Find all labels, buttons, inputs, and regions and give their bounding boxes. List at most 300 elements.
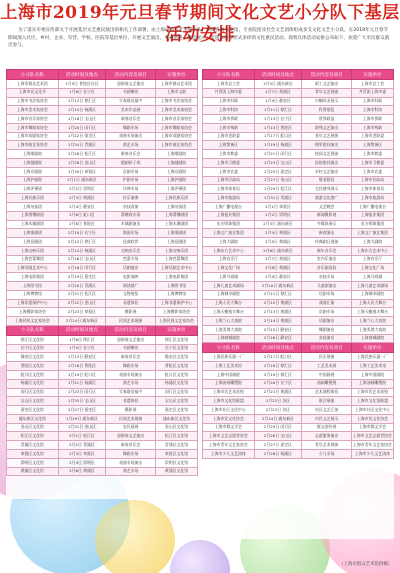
- table-row: [7, 150, 198, 159]
- table-cell: 老年文艺展演: [302, 132, 352, 141]
- table-cell: 上海天蟾逸夫舞台: [203, 308, 255, 317]
- table-cell: 上海东方艺术中心: [203, 246, 255, 255]
- table-cell: 1月15日 杨浦区: [58, 106, 106, 115]
- table-cell: 1月19日 杨浦区: [254, 141, 302, 150]
- table-cell: 民乐展演: [302, 353, 352, 362]
- table-cell: 上海非遗保护中心: [155, 299, 197, 308]
- table-cell: 曲艺专场: [106, 467, 156, 476]
- table-cell: 上海文化广场: [203, 264, 255, 273]
- table-cell: 2月4日 静安区: [58, 202, 106, 211]
- table-cell: 上海杂技团: [155, 202, 197, 211]
- table-cell: 新闻摄影展: [302, 211, 352, 220]
- table-cell: 上海市群文学会: [203, 423, 255, 432]
- table-cell: 话剧专场: [302, 290, 352, 299]
- table-cell: 越剧折子戏: [106, 159, 156, 168]
- table-cell: 上海市少儿文艺团体: [351, 450, 393, 459]
- column-header: 活动时间及地点: [254, 343, 302, 353]
- table-cell: 杨浦区文化馆: [155, 379, 197, 388]
- table-cell: 上海评弹团: [155, 185, 197, 194]
- table-cell: 上海商城剧院: [351, 334, 393, 343]
- table-cell: 联合展演: [302, 397, 352, 406]
- table-header-row: [203, 343, 394, 353]
- table-cell: 2月23日 奉贤区: [58, 308, 106, 317]
- table-row: [203, 194, 394, 203]
- table-row: [7, 273, 198, 282]
- table-row: [203, 371, 394, 380]
- table-cell: 淮剧专场: [106, 229, 156, 238]
- table-cell: 书画赠送: [106, 88, 156, 97]
- table-cell: 上海市民文化节: [7, 88, 59, 97]
- table-row: [203, 88, 394, 97]
- column-header: 实施单位: [155, 325, 197, 335]
- table-cell: 长宁区文化馆: [155, 344, 197, 353]
- table-cell: 上海博物馆: [7, 290, 59, 299]
- table-cell: 2月8日 普陀区: [58, 220, 106, 229]
- table-cell: 迎新春文艺演出: [106, 432, 156, 441]
- table-row: [7, 458, 198, 467]
- table-cell: 杂技专场: [302, 273, 352, 282]
- table-cell: 上海图书馆: [7, 281, 59, 290]
- table-row: [7, 132, 198, 141]
- table-cell: 徐汇区文化馆: [7, 335, 59, 344]
- table-cell: 上海歌剧院: [155, 150, 197, 159]
- table-cell: 崇明区文化馆: [7, 458, 59, 467]
- table-cell: 上海市社区文化中心: [351, 406, 393, 415]
- column-header: 活动内容及项目: [302, 70, 352, 80]
- table-cell: 黄浦区文化馆: [7, 467, 59, 476]
- column-header: 实施单位: [351, 70, 393, 80]
- table-cell: 上海滑稽剧团: [7, 211, 59, 220]
- table-cell: 上海市农委: [203, 167, 255, 176]
- page-title: 上海市2019年元旦春节期间文化文艺小分队下基层活动安排: [0, 3, 400, 45]
- table-row: [203, 132, 394, 141]
- table-cell: 上海市科协: [203, 106, 255, 115]
- table-cell: 上海话剧艺术中心: [155, 264, 197, 273]
- table-row: [203, 255, 394, 264]
- table-header-row: [203, 70, 394, 80]
- table-cell: 上海市群文学会: [351, 423, 393, 432]
- table-cell: 1月18日 宝山区: [58, 115, 106, 124]
- table-cell: 2月19日 嘉定区: [58, 273, 106, 282]
- table-cell: 奉贤区文化馆: [7, 450, 59, 459]
- table-cell: 新春音乐会: [106, 150, 156, 159]
- table-cell: 科普展览: [302, 106, 352, 115]
- table-cell: 2月18日 闵行区: [58, 264, 106, 273]
- table-cell: 上海木偶剧团: [155, 220, 197, 229]
- table-cell: 2月17日 虹口区: [254, 353, 302, 362]
- table-header-row: [7, 70, 198, 80]
- table-cell: 新春音乐会: [106, 441, 156, 450]
- table-cell: 音乐剧选段: [302, 264, 352, 273]
- table-cell: 上海淮剧团: [155, 229, 197, 238]
- column-header: 活动时间及地点: [254, 70, 302, 80]
- table-cell: 2月20日 青浦区: [58, 281, 106, 290]
- column-header: 小分队名称: [7, 325, 59, 335]
- table-row: [203, 115, 394, 124]
- table-row: [203, 97, 394, 106]
- table-row: [7, 281, 198, 290]
- table-cell: 上海中国画院: [351, 371, 393, 380]
- table-cell: 嘉定区文化馆: [7, 406, 59, 415]
- table-cell: 上海市总工会: [351, 80, 393, 89]
- table-cell: 上海儿童艺术剧场: [203, 281, 255, 290]
- table-cell: 曲艺专场: [106, 141, 156, 150]
- table-cell: 上海东方艺术中心: [351, 246, 393, 255]
- table-cell: 松江区文化馆: [155, 432, 197, 441]
- table-cell: 上海芭蕾舞团: [155, 255, 197, 264]
- table-cell: 上海民族乐团: [155, 194, 197, 203]
- table-cell: 1月25日 宝山区: [58, 397, 106, 406]
- table-cell: 上海市体育局: [203, 185, 255, 194]
- table-cell: 上海市农委: [351, 167, 393, 176]
- table-cell: 2月14日 黄浦区: [254, 317, 302, 326]
- table-cell: 共青团上海市委: [203, 88, 255, 97]
- table-cell: 上海市民文化协会: [351, 414, 393, 423]
- table-row: [7, 123, 198, 132]
- table-cell: 上海电影集团: [155, 273, 197, 282]
- table-row: [203, 423, 394, 432]
- table-cell: 上海电影集团: [7, 273, 59, 282]
- table-cell: 新春音乐会: [106, 353, 156, 362]
- table-cell: 上海市美术家协会: [7, 106, 59, 115]
- table-row: [7, 344, 198, 353]
- table-row: [7, 450, 198, 459]
- table-cell: 上海市民艺术夜校: [203, 388, 255, 397]
- table-cell: 1月9日 静安区: [254, 97, 302, 106]
- table-cell: 上海中国画院: [203, 371, 255, 380]
- table-cell: 医院慰问演出: [302, 159, 352, 168]
- table-cell: 上海市旅游局: [351, 194, 393, 203]
- table-row: [203, 397, 394, 406]
- table-cell: 全民健身展示: [302, 185, 352, 194]
- table-cell: 2月18日 徐汇区: [254, 362, 302, 371]
- table-cell: 1月27日 金山区: [254, 176, 302, 185]
- table-cell: 上海警备区: [351, 141, 393, 150]
- column-header: 活动内容及项目: [106, 70, 156, 80]
- table-cell: 2月4日 黄浦区: [254, 229, 302, 238]
- table-cell: 上海市戏剧家协会: [7, 132, 59, 141]
- table-cell: 普陀区文化馆: [7, 362, 59, 371]
- table-cell: 上海市卫健委: [203, 159, 255, 168]
- table-cell: 上海工艺美术馆: [203, 362, 255, 371]
- table-cell: 上海人民大舞台: [203, 299, 255, 308]
- table-cell: 美术作品展: [106, 106, 156, 115]
- table-row: [203, 220, 394, 229]
- table-cell: 非遗体验: [106, 299, 156, 308]
- table-cell: 经典剧目展演: [302, 238, 352, 247]
- table-cell: 乡村文艺演出: [302, 167, 352, 176]
- table-cell: 上海马戏城: [203, 273, 255, 282]
- table-row: [203, 159, 394, 168]
- table-cell: 杨浦区文化馆: [7, 379, 59, 388]
- table-cell: 上海市音乐家协会: [155, 115, 197, 124]
- table-cell: 上海市社区文化中心: [203, 406, 255, 415]
- left-schedule-table: [6, 69, 198, 499]
- table-cell: 职工文艺演出: [302, 80, 352, 89]
- column-header: 活动时间及地点: [58, 325, 106, 335]
- table-cell: 青年艺术展演: [302, 441, 352, 450]
- table-cell: 上海市戏剧家协会: [155, 132, 197, 141]
- table-cell: 1月28日 金山区: [58, 159, 106, 168]
- table-row: [7, 185, 198, 194]
- table-cell: 芭蕾专场: [106, 255, 156, 264]
- table-cell: 多媒体展示: [302, 220, 352, 229]
- table-cell: 上海歌剧院: [7, 150, 59, 159]
- table-cell: 上海报业集团: [351, 211, 393, 220]
- table-row: [203, 176, 394, 185]
- table-cell: 上海市卫健委: [351, 159, 393, 168]
- table-cell: 1月20日 闵行区: [58, 123, 106, 132]
- table-cell: 农民画展: [106, 423, 156, 432]
- table-cell: 摄影展: [106, 308, 156, 317]
- column-header: 实施单位: [351, 343, 393, 353]
- table-cell: 舞剧演出: [302, 325, 352, 334]
- table-cell: 1月12日 徐汇区: [58, 97, 106, 106]
- table-cell: 戏曲专场演出: [106, 458, 156, 467]
- table-cell: 上海市少儿文艺团体: [203, 450, 255, 459]
- decorative-bubble: [170, 540, 230, 573]
- table-row: [7, 80, 198, 89]
- table-cell: 杂技表演: [106, 202, 156, 211]
- table-cell: 写春联送福字: [106, 97, 156, 106]
- table-cell: 上海兰心大戏院: [203, 317, 255, 326]
- table-row: [7, 255, 198, 264]
- table-cell: 上海越剧院: [7, 159, 59, 168]
- table-row: [203, 290, 394, 299]
- table-cell: 上海油画雕塑院: [351, 379, 393, 388]
- table-cell: 黄浦区文化馆: [155, 467, 197, 476]
- table-cell: 2月15日 静安区: [254, 325, 302, 334]
- table-cell: 1月27日 嘉定区: [58, 406, 106, 415]
- table-cell: 东方明珠集团: [203, 220, 255, 229]
- intro-paragraph: 为了落实市委宣传部关于开展基层文艺惠民演出的相关工作部署，由上海市群众艺术馆牵头，组织各区文化馆、专业院团及社会文艺团体组成多支文化文艺小分队，在2019年元旦春节期间深入社区、乡村、企业、军营、学校、医院等基层单位，开展文艺演出、书画赠送、展览展示、非遗体验等形式多样的文化惠民活动。现将具体活动安排公布如下，欢迎广大市民群众就近参与。: [8, 28, 390, 49]
- table-cell: 书画赠送: [106, 344, 156, 353]
- table-cell: 木偶剧演出: [106, 220, 156, 229]
- table-cell: 社区文艺汇演: [302, 406, 352, 415]
- table-cell: 巾帼风采展示: [302, 97, 352, 106]
- table-cell: 2月16日 宝山区: [58, 255, 106, 264]
- table-cell: 上海木偶剧团: [7, 220, 59, 229]
- column-header: 活动时间及地点: [58, 70, 106, 80]
- table-cell: 上海市侨联: [351, 115, 393, 124]
- table-cell: 上海昆剧团: [7, 238, 59, 247]
- table-cell: 上海文广演艺集团: [203, 229, 255, 238]
- table-cell: 非遗体验: [106, 397, 156, 406]
- table-cell: 摄影展: [106, 406, 156, 415]
- table-cell: 工艺美术展: [302, 362, 352, 371]
- table-cell: 助残文艺演出: [302, 123, 352, 132]
- table-cell: 2月12日 徐汇区: [58, 238, 106, 247]
- table-cell: 2月3日 黄浦区: [58, 194, 106, 203]
- right-schedule-table: [202, 69, 394, 539]
- table-cell: 上海广播电视台: [203, 202, 255, 211]
- table-cell: 上海摄影家协会: [155, 308, 197, 317]
- table-cell: 上海音乐厅: [351, 255, 393, 264]
- table-row: [203, 388, 394, 397]
- table-cell: 滑稽戏专场: [106, 211, 156, 220]
- table-cell: 1月6日 徐汇区: [58, 335, 106, 344]
- table-cell: 2月14日 杨浦区: [58, 246, 106, 255]
- table-cell: 上海大剧院: [203, 238, 255, 247]
- table-cell: 志愿服务演出: [302, 432, 352, 441]
- table-row: [7, 414, 198, 423]
- table-header-row: [7, 325, 198, 335]
- table-cell: 2月22日 各区: [254, 397, 302, 406]
- table-row: [7, 379, 198, 388]
- table-cell: 上海市曲艺家协会: [7, 141, 59, 150]
- table-row: [203, 281, 394, 290]
- table-cell: 上海音乐厅: [203, 255, 255, 264]
- table-cell: 儿童剧演出: [302, 281, 352, 290]
- table-cell: 静安区文化馆: [155, 353, 197, 362]
- table-cell: 1月16日 普陀区: [58, 362, 106, 371]
- table-cell: 上海交响乐团: [7, 246, 59, 255]
- table-cell: 话剧演出: [302, 317, 352, 326]
- table-cell: 2月5日 黄浦区: [254, 238, 302, 247]
- table-cell: 1月29日 浦东新区: [58, 414, 106, 423]
- table-cell: 上海马戏城: [351, 273, 393, 282]
- table-row: [7, 159, 198, 168]
- table-cell: 1月5日 普陀区社区: [58, 80, 106, 89]
- column-header: 小分队名称: [203, 70, 255, 80]
- table-row: [7, 106, 198, 115]
- table-cell: 1月15日 普陀区: [254, 123, 302, 132]
- table-cell: 上海民族乐器一厂: [203, 353, 255, 362]
- table-cell: 嘉定区文化馆: [155, 406, 197, 415]
- table-cell: 上海越剧院: [155, 159, 197, 168]
- table-row: [7, 141, 198, 150]
- table-cell: 静安区文化馆: [7, 353, 59, 362]
- table-row: [7, 229, 198, 238]
- table-row: [203, 379, 394, 388]
- table-row: [203, 406, 394, 415]
- table-cell: 共青团上海市委: [351, 88, 393, 97]
- table-cell: 侨界联谊: [302, 115, 352, 124]
- table-cell: 普陀区文化馆: [155, 362, 197, 371]
- table-cell: 1月13日 长宁区: [254, 115, 302, 124]
- table-cell: 青浦区文化馆: [7, 441, 59, 450]
- table-cell: 写春联送福字: [106, 388, 156, 397]
- table-cell: 京剧专场: [106, 167, 156, 176]
- table-cell: 上海市群众艺术馆: [155, 80, 197, 89]
- table-cell: 上海市文化馆联盟: [203, 397, 255, 406]
- table-cell: 上海市民艺术夜校: [351, 388, 393, 397]
- table-cell: 奉贤区文化馆: [155, 450, 197, 459]
- table-cell: 上海市教委: [351, 150, 393, 159]
- table-row: [7, 220, 198, 229]
- table-cell: 舞蹈专场: [106, 362, 156, 371]
- table-row: [7, 397, 198, 406]
- table-cell: 闵行区文化馆: [7, 388, 59, 397]
- table-cell: 上海市舞蹈家协会: [7, 123, 59, 132]
- table-cell: 上海市老龄委: [203, 132, 255, 141]
- table-cell: 京剧专场: [302, 308, 352, 317]
- table-cell: 上海市文化馆联盟: [351, 397, 393, 406]
- table-row: [7, 88, 198, 97]
- table-row: [7, 317, 198, 326]
- table-row: [7, 194, 198, 203]
- table-cell: 上海民族乐团: [7, 194, 59, 203]
- footer-credit: （上海市群众艺术馆供稿）: [339, 562, 392, 567]
- table-cell: 2月2日 崇明区: [58, 185, 106, 194]
- table-row: [7, 441, 198, 450]
- table-cell: 2月21日 黄浦区: [254, 388, 302, 397]
- table-cell: 舞蹈专场: [106, 450, 156, 459]
- table-cell: 敬老慰问: [302, 176, 352, 185]
- table-row: [7, 176, 198, 185]
- table-row: [7, 308, 198, 317]
- table-cell: 上海美琪大戏院: [351, 325, 393, 334]
- table-cell: 2月4日 崇明区: [58, 458, 106, 467]
- table-cell: 上海评弹团: [7, 185, 59, 194]
- table-row: [203, 308, 394, 317]
- table-cell: 松江区文化馆: [7, 432, 59, 441]
- table-cell: 上海报业集团: [203, 211, 255, 220]
- table-row: [7, 423, 198, 432]
- table-cell: 上海淮剧团: [7, 229, 59, 238]
- table-cell: 上海滑稽剧团: [155, 211, 197, 220]
- table-cell: 1月21日 杨浦区: [58, 379, 106, 388]
- table-cell: 2月7日 黄浦区: [254, 255, 302, 264]
- table-cell: 1月26日 松江区: [58, 150, 106, 159]
- table-row: [7, 362, 198, 371]
- table-cell: 虹口区文化馆: [155, 371, 197, 380]
- table-row: [7, 211, 198, 220]
- table-row: [203, 317, 394, 326]
- table-cell: 民间艺术展演: [106, 317, 156, 326]
- table-cell: 上海杂技团: [7, 202, 59, 211]
- table-cell: 电影放映: [106, 273, 156, 282]
- table-cell: 校园文艺展演: [302, 150, 352, 159]
- table-cell: 文物展览: [106, 290, 156, 299]
- column-header: 活动内容及项目: [106, 325, 156, 335]
- table-cell: 2月24日 浦东新区: [58, 317, 106, 326]
- table-row: [7, 388, 198, 397]
- column-header: 小分队名称: [7, 70, 59, 80]
- table-cell: 上海市青年文艺家协会: [351, 441, 393, 450]
- table-cell: 上海市教委: [203, 150, 255, 159]
- table-row: [203, 353, 394, 362]
- table-cell: 上海市残联: [203, 123, 255, 132]
- table-cell: 戏曲专场演出: [106, 132, 156, 141]
- table-row: [7, 264, 198, 273]
- table-row: [7, 290, 198, 299]
- table-cell: 2月1日 浦东新区: [58, 176, 106, 185]
- table-cell: 青年文艺展演: [302, 88, 352, 97]
- table-cell: 上海市侨联: [203, 115, 255, 124]
- table-cell: 1月30日 奉贤区: [58, 167, 106, 176]
- table-cell: 杂技演出: [302, 334, 352, 343]
- table-cell: 2月1日 松江区: [58, 432, 106, 441]
- table-row: [203, 246, 394, 255]
- table-cell: 宝山区文化馆: [155, 397, 197, 406]
- table-row: [203, 211, 394, 220]
- table-cell: 浦东新区文化馆: [155, 414, 197, 423]
- table-cell: 2月10日 长宁区: [58, 229, 106, 238]
- table-cell: 上海市文艺志愿者协会: [351, 432, 393, 441]
- table-cell: 闵行区文化馆: [155, 388, 197, 397]
- table-cell: 金山区文化馆: [155, 423, 197, 432]
- table-row: [203, 441, 394, 450]
- table-cell: 上海京剧院: [155, 167, 197, 176]
- table-cell: 上海油画雕塑院: [203, 379, 255, 388]
- table-cell: 上海市妇联: [351, 97, 393, 106]
- table-cell: 2月16日 静安区: [254, 334, 302, 343]
- table-row: [203, 450, 394, 459]
- table-cell: 群文创作展: [302, 423, 352, 432]
- table-row: [7, 335, 198, 344]
- table-cell: 新春演出: [302, 229, 352, 238]
